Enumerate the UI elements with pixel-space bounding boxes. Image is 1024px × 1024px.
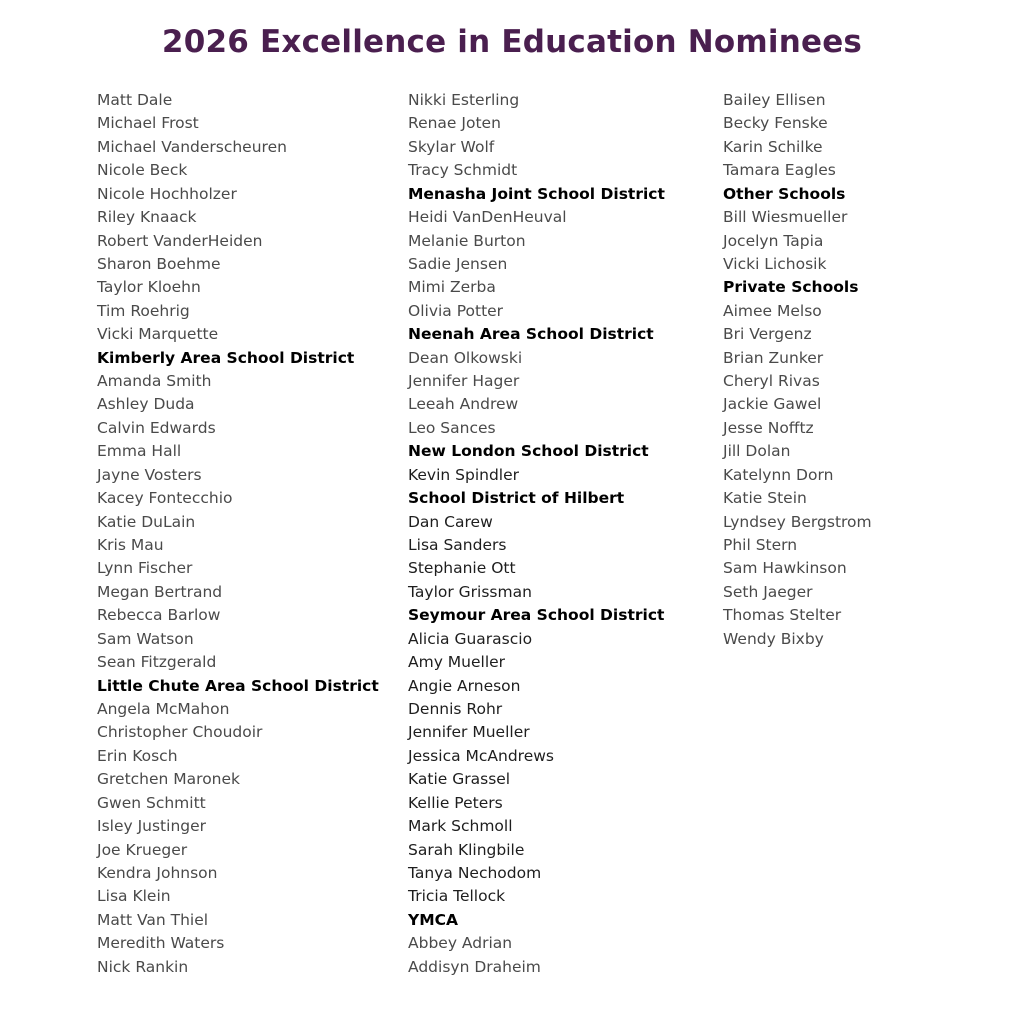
nominee-name: Angela McMahon bbox=[97, 699, 230, 718]
nominee-name: Melanie Burton bbox=[408, 231, 526, 250]
district-heading: Menasha Joint School District bbox=[408, 184, 665, 203]
district-heading: Neenah Area School District bbox=[408, 325, 654, 344]
nominee-name: Riley Knaack bbox=[97, 208, 197, 227]
nominee-name: Jennifer Mueller bbox=[408, 723, 530, 742]
nominee-name: Megan Bertrand bbox=[97, 582, 223, 601]
nominee-name: Thomas Stelter bbox=[723, 606, 842, 625]
nominee-name: Bill Wiesmueller bbox=[723, 208, 848, 227]
nominee-name: Jocelyn Tapia bbox=[723, 231, 824, 250]
nominee-name: Erin Kosch bbox=[97, 746, 178, 765]
nominee-name: Abbey Adrian bbox=[408, 934, 513, 953]
nominee-name: Dean Olkowski bbox=[408, 348, 523, 367]
nominee-name: Gretchen Maronek bbox=[97, 770, 241, 789]
nominee-name: Christopher Choudoir bbox=[97, 723, 263, 742]
nominee-name: Bailey Ellisen bbox=[723, 91, 826, 109]
nominee-name: Tim Roehrig bbox=[97, 301, 190, 320]
nominee-name: Sean Fitzgerald bbox=[97, 653, 217, 672]
nominee-column-1 bbox=[97, 89, 379, 979]
district-heading: Seymour Area School District bbox=[408, 606, 665, 625]
nominee-name: Leo Sances bbox=[408, 418, 496, 437]
nominee-name: Jennifer Hager bbox=[408, 372, 520, 391]
nominee-name: Addisyn Draheim bbox=[408, 957, 541, 976]
nominee-name: Amanda Smith bbox=[97, 372, 212, 391]
page-title: 2026 Excellence in Education Nominees bbox=[161, 24, 863, 60]
nominee-name: Dennis Rohr bbox=[408, 699, 503, 718]
nominee-name: Vicki Marquette bbox=[97, 325, 219, 344]
nominee-name: Wendy Bixby bbox=[723, 629, 824, 648]
nominee-name: Kendra Johnson bbox=[97, 863, 218, 882]
nominee-name: Tamara Eagles bbox=[723, 161, 836, 180]
nominee-name: Sadie Jensen bbox=[408, 254, 508, 273]
nominee-name: Taylor Kloehn bbox=[97, 278, 201, 297]
nominee-name: Kris Mau bbox=[97, 536, 164, 555]
district-heading: School District of Hilbert bbox=[408, 489, 625, 508]
nominee-column-3 bbox=[723, 89, 872, 651]
nominee-name: Stephanie Ott bbox=[408, 559, 516, 578]
nominee-name: Becky Fenske bbox=[723, 114, 828, 133]
nominee-name: Olivia Potter bbox=[408, 301, 504, 320]
nominee-name: Joe Krueger bbox=[97, 840, 188, 859]
nominee-name: Mimi Zerba bbox=[408, 278, 496, 297]
nominee-name: Tricia Tellock bbox=[408, 887, 506, 906]
nominee-name: Kevin Spindler bbox=[408, 465, 520, 484]
nominee-name: Matt Van Thiel bbox=[97, 910, 209, 929]
nominee-name: Dan Carew bbox=[408, 512, 493, 531]
nominee-name: Seth Jaeger bbox=[723, 582, 813, 601]
nominee-name: Karin Schilke bbox=[723, 137, 823, 156]
nominee-name: Jayne Vosters bbox=[97, 465, 202, 484]
nominee-name: Leeah Andrew bbox=[408, 395, 519, 414]
district-heading: YMCA bbox=[408, 910, 459, 929]
nominee-name: Katie DuLain bbox=[97, 512, 196, 531]
nominee-name: Isley Justinger bbox=[97, 817, 207, 836]
nominee-name: Nicole Beck bbox=[97, 161, 188, 180]
nominee-name: Heidi VanDenHeuval bbox=[408, 208, 567, 227]
nominee-name: Tracy Schmidt bbox=[408, 161, 518, 180]
nominee-name: Aimee Melso bbox=[723, 301, 822, 320]
nominee-name: Jesse Nofftz bbox=[723, 418, 814, 437]
nominee-name: Skylar Wolf bbox=[408, 137, 495, 156]
nominee-name: Nick Rankin bbox=[97, 957, 189, 976]
nominee-name: Amy Mueller bbox=[408, 653, 506, 672]
nominee-name: Gwen Schmitt bbox=[97, 793, 206, 812]
nominee-name: Lynn Fischer bbox=[97, 559, 193, 578]
nominee-name: Mark Schmoll bbox=[408, 817, 513, 836]
nominee-name: Lisa Klein bbox=[97, 887, 171, 906]
nominee-name: Katie Stein bbox=[723, 489, 807, 508]
nominee-name: Kacey Fontecchio bbox=[97, 489, 233, 508]
nominee-name: Sharon Boehme bbox=[97, 254, 221, 273]
nominee-name: Sarah Klingbile bbox=[408, 840, 525, 859]
district-heading: Kimberly Area School District bbox=[97, 348, 355, 367]
nominee-name: Phil Stern bbox=[723, 536, 798, 555]
nominee-name: Nikki Esterling bbox=[408, 91, 520, 109]
nominee-name: Meredith Waters bbox=[97, 934, 225, 953]
nominee-name: Alicia Guarascio bbox=[408, 629, 533, 648]
nominee-name: Katie Grassel bbox=[408, 770, 511, 789]
nominee-name: Robert VanderHeiden bbox=[97, 231, 263, 250]
nominee-name: Sam Hawkinson bbox=[723, 559, 847, 578]
nominee-name: Jackie Gawel bbox=[723, 395, 822, 414]
nominee-name: Sam Watson bbox=[97, 629, 194, 648]
nominee-name: Lyndsey Bergstrom bbox=[723, 512, 872, 531]
district-heading: Private Schools bbox=[723, 278, 859, 297]
district-heading: Little Chute Area School District bbox=[97, 676, 379, 695]
nominee-name: Ashley Duda bbox=[97, 395, 195, 414]
nominee-column-2 bbox=[408, 89, 665, 979]
district-heading: Other Schools bbox=[723, 184, 846, 203]
nominee-name: Tanya Nechodom bbox=[408, 863, 542, 882]
nominee-name: Emma Hall bbox=[97, 442, 182, 461]
nominee-name: Bri Vergenz bbox=[723, 325, 812, 344]
nominee-name: Rebecca Barlow bbox=[97, 606, 221, 625]
nominee-name: Nicole Hochholzer bbox=[97, 184, 237, 203]
nominee-name: Michael Frost bbox=[97, 114, 199, 133]
nominee-name: Calvin Edwards bbox=[97, 418, 216, 437]
nominee-name: Lisa Sanders bbox=[408, 536, 507, 555]
nominee-name: Jessica McAndrews bbox=[408, 746, 554, 765]
nominee-name: Kellie Peters bbox=[408, 793, 503, 812]
nominee-name: Angie Arneson bbox=[408, 676, 521, 695]
nominee-name: Michael Vanderscheuren bbox=[97, 137, 287, 156]
nominee-name: Vicki Lichosik bbox=[723, 254, 827, 273]
nominee-name: Taylor Grissman bbox=[408, 582, 532, 601]
nominee-name: Brian Zunker bbox=[723, 348, 824, 367]
district-heading: New London School District bbox=[408, 442, 649, 461]
nominee-name: Katelynn Dorn bbox=[723, 465, 834, 484]
nominee-name: Cheryl Rivas bbox=[723, 372, 820, 391]
nominee-name: Matt Dale bbox=[97, 91, 173, 109]
nominee-name: Jill Dolan bbox=[723, 442, 791, 461]
nominee-name: Renae Joten bbox=[408, 114, 501, 133]
